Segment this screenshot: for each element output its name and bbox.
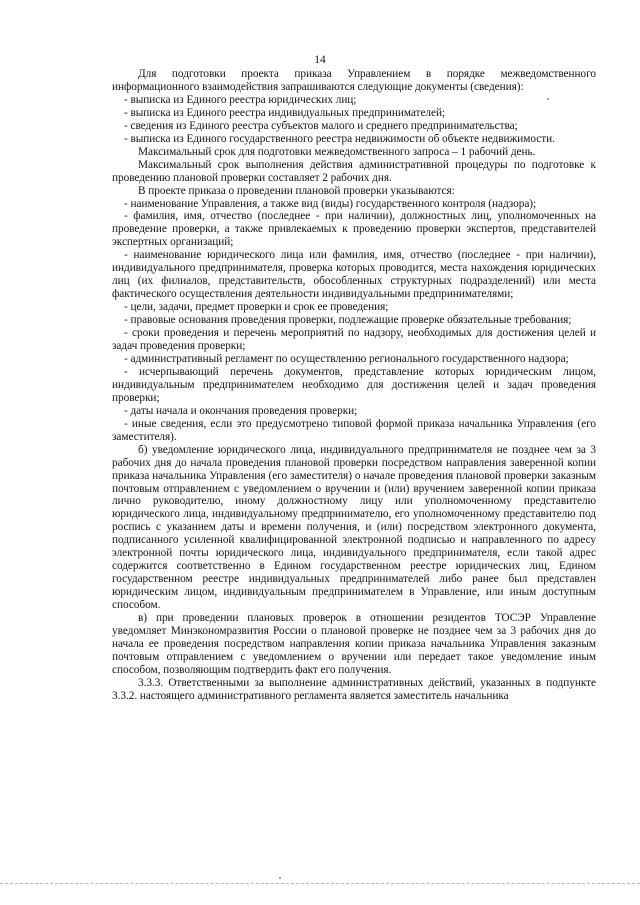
list-item: - выписка из Единого реестра индивидуальных предпринимателей;	[124, 106, 446, 119]
paragraph: Максимальный срок выполнения действия административной процедуры по подготовке к проведению плановой проверки составляет 2 рабочих дня.	[112, 158, 596, 184]
list-item: - иные сведения, если это предусмотрено типовой формой приказа начальника Управления (его заместителя).	[112, 417, 596, 443]
scan-edge-line	[0, 883, 640, 885]
paragraph: б) уведомление юридического лица, индивидуального предпринимателя не позднее чем за 3 рабочих дня до начала проведения плановой проверки посредством направления заверенной копии приказа начальника Управления (его заместителя) о начале проведения плановой проверки заказным почтовым отправлением с уведомлением о вручении и (или) вручением заверенной копии приказа лично руководителю, иному должностному лицу или уполномоченному представителю юридического лица, индивидуальному предпринимателю, его уполномоченному представителю под роспись с указанием даты и времени получения, и (или) посредством электронного документа, подписанного усиленной квалифицированной электронной подписью и направленного по адресу электронной почты юридического лица, индивидуального предпринимателя, если такой адрес содержится соответственно в Едином государственном реестре юридических лиц, Едином государственном реестре индивидуальных предпринимателей либо ранее был представлен юридическим лицом, индивидуальным предпринимателем в Управление, или иным доступным способом.	[112, 443, 596, 612]
list-item: - наименование Управления, а также вид (виды) государственного контроля (надзора);	[124, 197, 537, 210]
list-item: - выписка из Единого реестра юридических лиц;	[124, 93, 357, 106]
list-item: - административный регламент по осуществлению регионального государственного надзора;	[124, 352, 569, 365]
paragraph: Для подготовки проекта приказа Управлением в порядке межведомственного информационного взаимодействия запрашиваются следующие документы (сведения):	[112, 68, 596, 93]
list-item: - сведения из Единого реестра субъектов малого и среднего предпринимательства;	[124, 119, 518, 132]
scan-speck	[279, 877, 281, 879]
paragraph: В проекте приказа о проведении плановой проверки указываются:	[138, 184, 455, 197]
list-item: - правовые основания проведения проверки, подлежащие проверке обязательные требования;	[124, 314, 572, 327]
paragraph: в) при проведении плановых проверок в отношении резидентов ТОСЭР Управление уведомляет Минэкономразвития России о плановой проверке не позднее чем за 3 рабочих дня до начала ее проведения посредством направления копии приказа начальника Управления заказным почтовым отправлением с уведомлением о вручении или передает такое уведомление иным способом, позволяющим подтвердить факт его получения.	[112, 612, 596, 676]
list-item: - цели, задачи, предмет проверки и срок ее проведения;	[124, 301, 389, 314]
scan-speck	[547, 98, 549, 100]
list-item: - выписка из Единого государственного реестра недвижимости об объекте недвижимости.	[124, 132, 555, 145]
page-number: 14	[314, 54, 326, 66]
list-item: - наименование юридического лица или фамилия, имя, отчество (последнее - при наличии), индивидуального предпринимателя, проверка которых проводится, места нахождения юридических лиц (их филиалов, представительств, обособленных структурных подразделений) или места фактического осуществления деятельности индивидуальными предпринимателями;	[112, 249, 596, 301]
paragraph: Максимальный срок для подготовки межведомственного запроса – 1 рабочий день.	[138, 145, 536, 158]
list-item: - исчерпывающий перечень документов, представление которых юридическим лицом, индивидуальным предпринимателем необходимо для достижения целей и задач проведения проверки;	[112, 365, 596, 404]
paragraph: 3.3.3. Ответственными за выполнение административных действий, указанных в подпункте 3.3.2. настоящего административного регламента является заместитель начальника	[112, 676, 596, 702]
list-item: - сроки проведения и перечень мероприятий по надзору, необходимых для достижения целей и задач проведения проверки;	[112, 327, 596, 353]
list-item: - фамилия, имя, отчество (последнее - при наличии), должностных лиц, уполномоченных на проведение проверки, а также привлекаемых к проведению проверки экспертов, представителей экспертных организаций;	[112, 210, 596, 249]
list-item: - даты начала и окончания проведения проверки;	[124, 404, 358, 417]
document-body	[112, 68, 596, 703]
